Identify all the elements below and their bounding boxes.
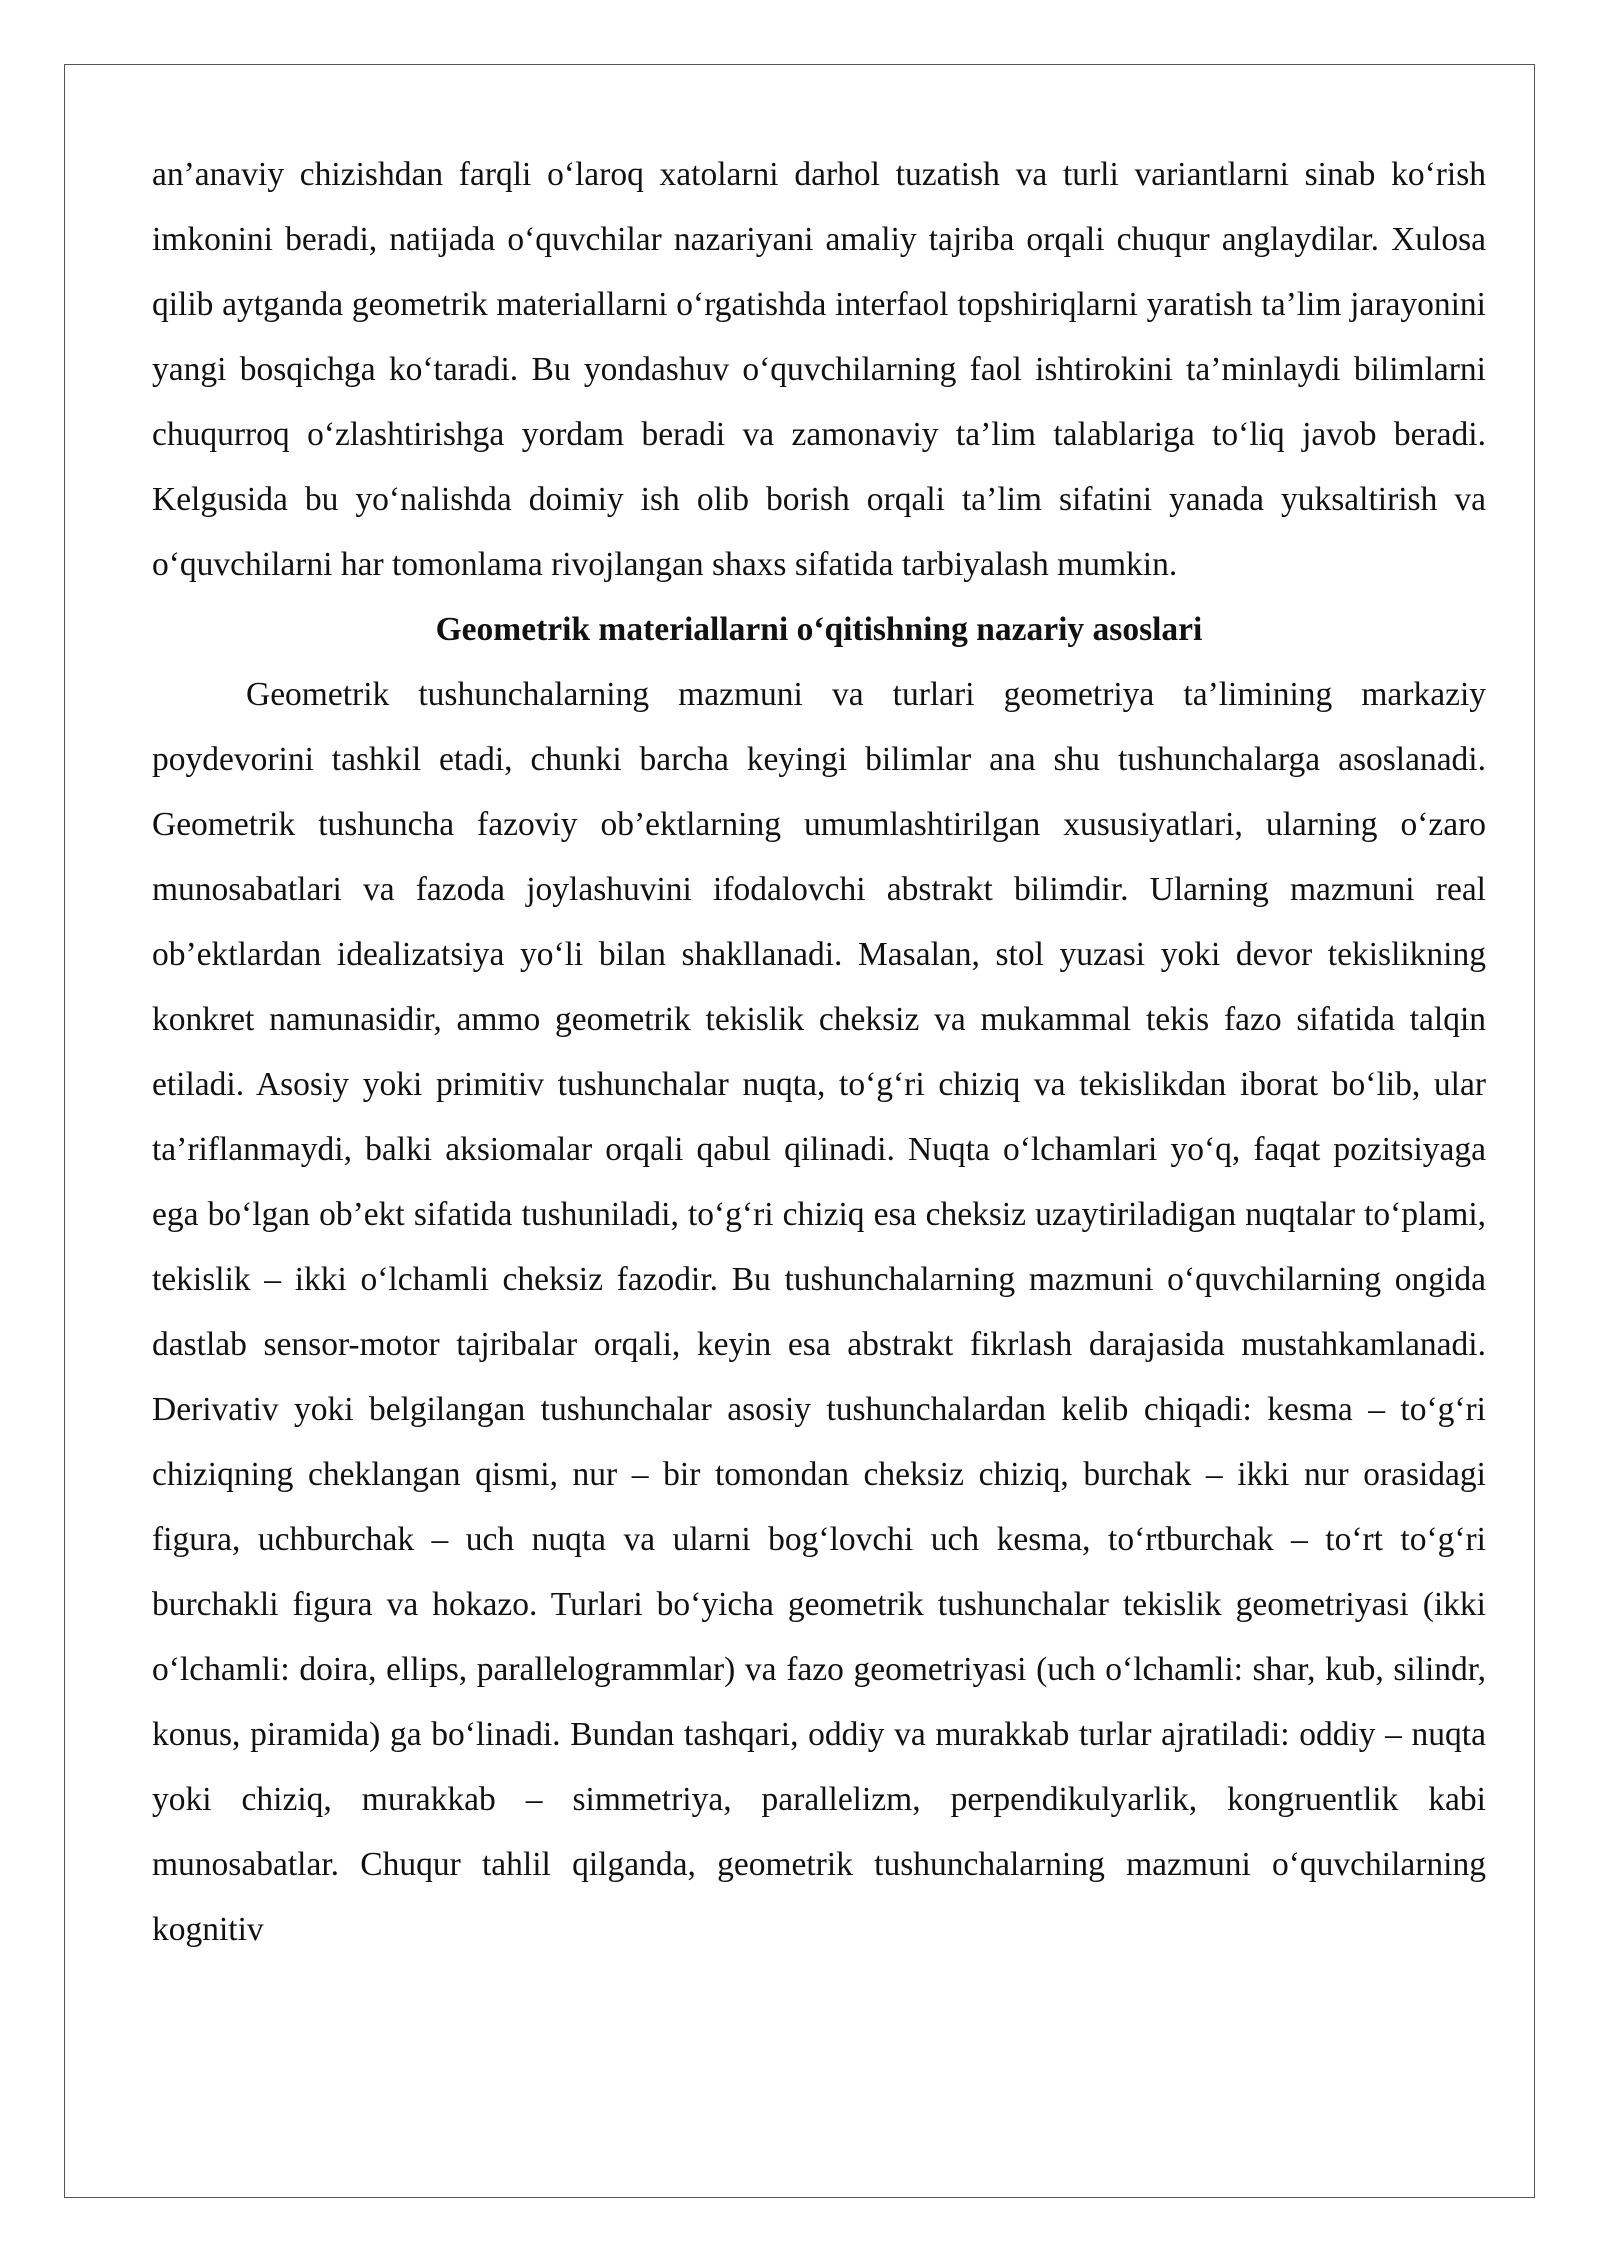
document-body xyxy=(152,142,1486,1962)
paragraph-continuation: an’anaviy chizishdan farqli o‘laroq xatolarni darhol tuzatish va turli variantlarni sinab ko‘rish imkonini beradi, natijada o‘quvchilar nazariyani amaliy tajriba orqali chuqur anglaydilar. Xulosa qilib aytganda geometrik materiallarni o‘rgatishda interfaol topshiriqlarni yaratish ta’lim jarayonini yangi bosqichga ko‘taradi. Bu yondashuv o‘quvchilarning faol ishtirokini ta’minlaydi bilimlarni chuqurroq o‘zlashtirishga yordam beradi va zamonaviy ta’lim talablariga to‘liq javob beradi. Kelgusida bu yo‘nalishda doimiy ish olib borish orqali ta’lim sifatini yanada yuksaltirish va o‘quvchilarni har tomonlama rivojlangan shaxs sifatida tarbiyalash mumkin. xyxy=(152,156,1486,583)
section-heading: Geometrik materiallarni o‘qitishning nazariy asoslari xyxy=(435,611,1203,648)
paragraph-theory: Geometrik tushunchalarning mazmuni va turlari geometriya ta’limining markaziy poydevorini tashkil etadi, chunki barcha keyingi bilimlar ana shu tushunchalarga asoslanadi. Geometrik tushuncha fazoviy ob’ektlarning umumlashtirilgan xususiyatlari, ularning o‘zaro munosabatlari va fazoda joylashuvini ifodalovchi abstrakt bilimdir. Ularning mazmuni real ob’ektlardan idealizatsiya yo‘li bilan shakllanadi. Masalan, stol yuzasi yoki devor tekislikning konkret namunasidir, ammo geometrik tekislik cheksiz va mukammal tekis fazo sifatida talqin etiladi. Asosiy yoki primitiv tushunchalar nuqta, to‘g‘ri chiziq va tekislikdan iborat bo‘lib, ular ta’riflanmaydi, balki aksiomalar orqali qabul qilinadi. Nuqta o‘lchamlari yo‘q, faqat pozitsiyaga ega bo‘lgan ob’ekt sifatida tushuniladi, to‘g‘ri chiziq esa cheksiz uzaytiriladigan nuqtalar to‘plami, tekislik – ikki o‘lchamli cheksiz fazodir. Bu tushunchalarning mazmuni o‘quvchilarning ongida dastlab sensor-motor tajribalar orqali, keyin esa abstrakt fikrlash darajasida mustahkamlanadi. Derivativ yoki belgilangan tushunchalar asosiy tushunchalardan kelib chiqadi: kesma – to‘g‘ri chiziqning cheklangan qismi, nur – bir tomondan cheksiz chiziq, burchak – ikki nur orasidagi figura, uchburchak – uch nuqta va ularni bog‘lovchi uch kesma, to‘rtburchak – to‘rt to‘g‘ri burchakli figura va hokazo. Turlari bo‘yicha geometrik tushunchalar tekislik geometriyasi (ikki o‘lchamli: doira, ellips, parallelogrammlar) va fazo geometriyasi (uch o‘lchamli: shar, kub, silindr, konus, piramida) ga bo‘linadi. Bundan tashqari, oddiy va murakkab turlar ajratiladi: oddiy – nuqta yoki chiziq, murakkab – simmetriya, parallelizm, perpendikulyarlik, kongruentlik kabi munosabatlar. Chuqur tahlil qilganda, geometrik tushunchalarning mazmuni o‘quvchilarning kognitiv xyxy=(152,676,1486,1948)
